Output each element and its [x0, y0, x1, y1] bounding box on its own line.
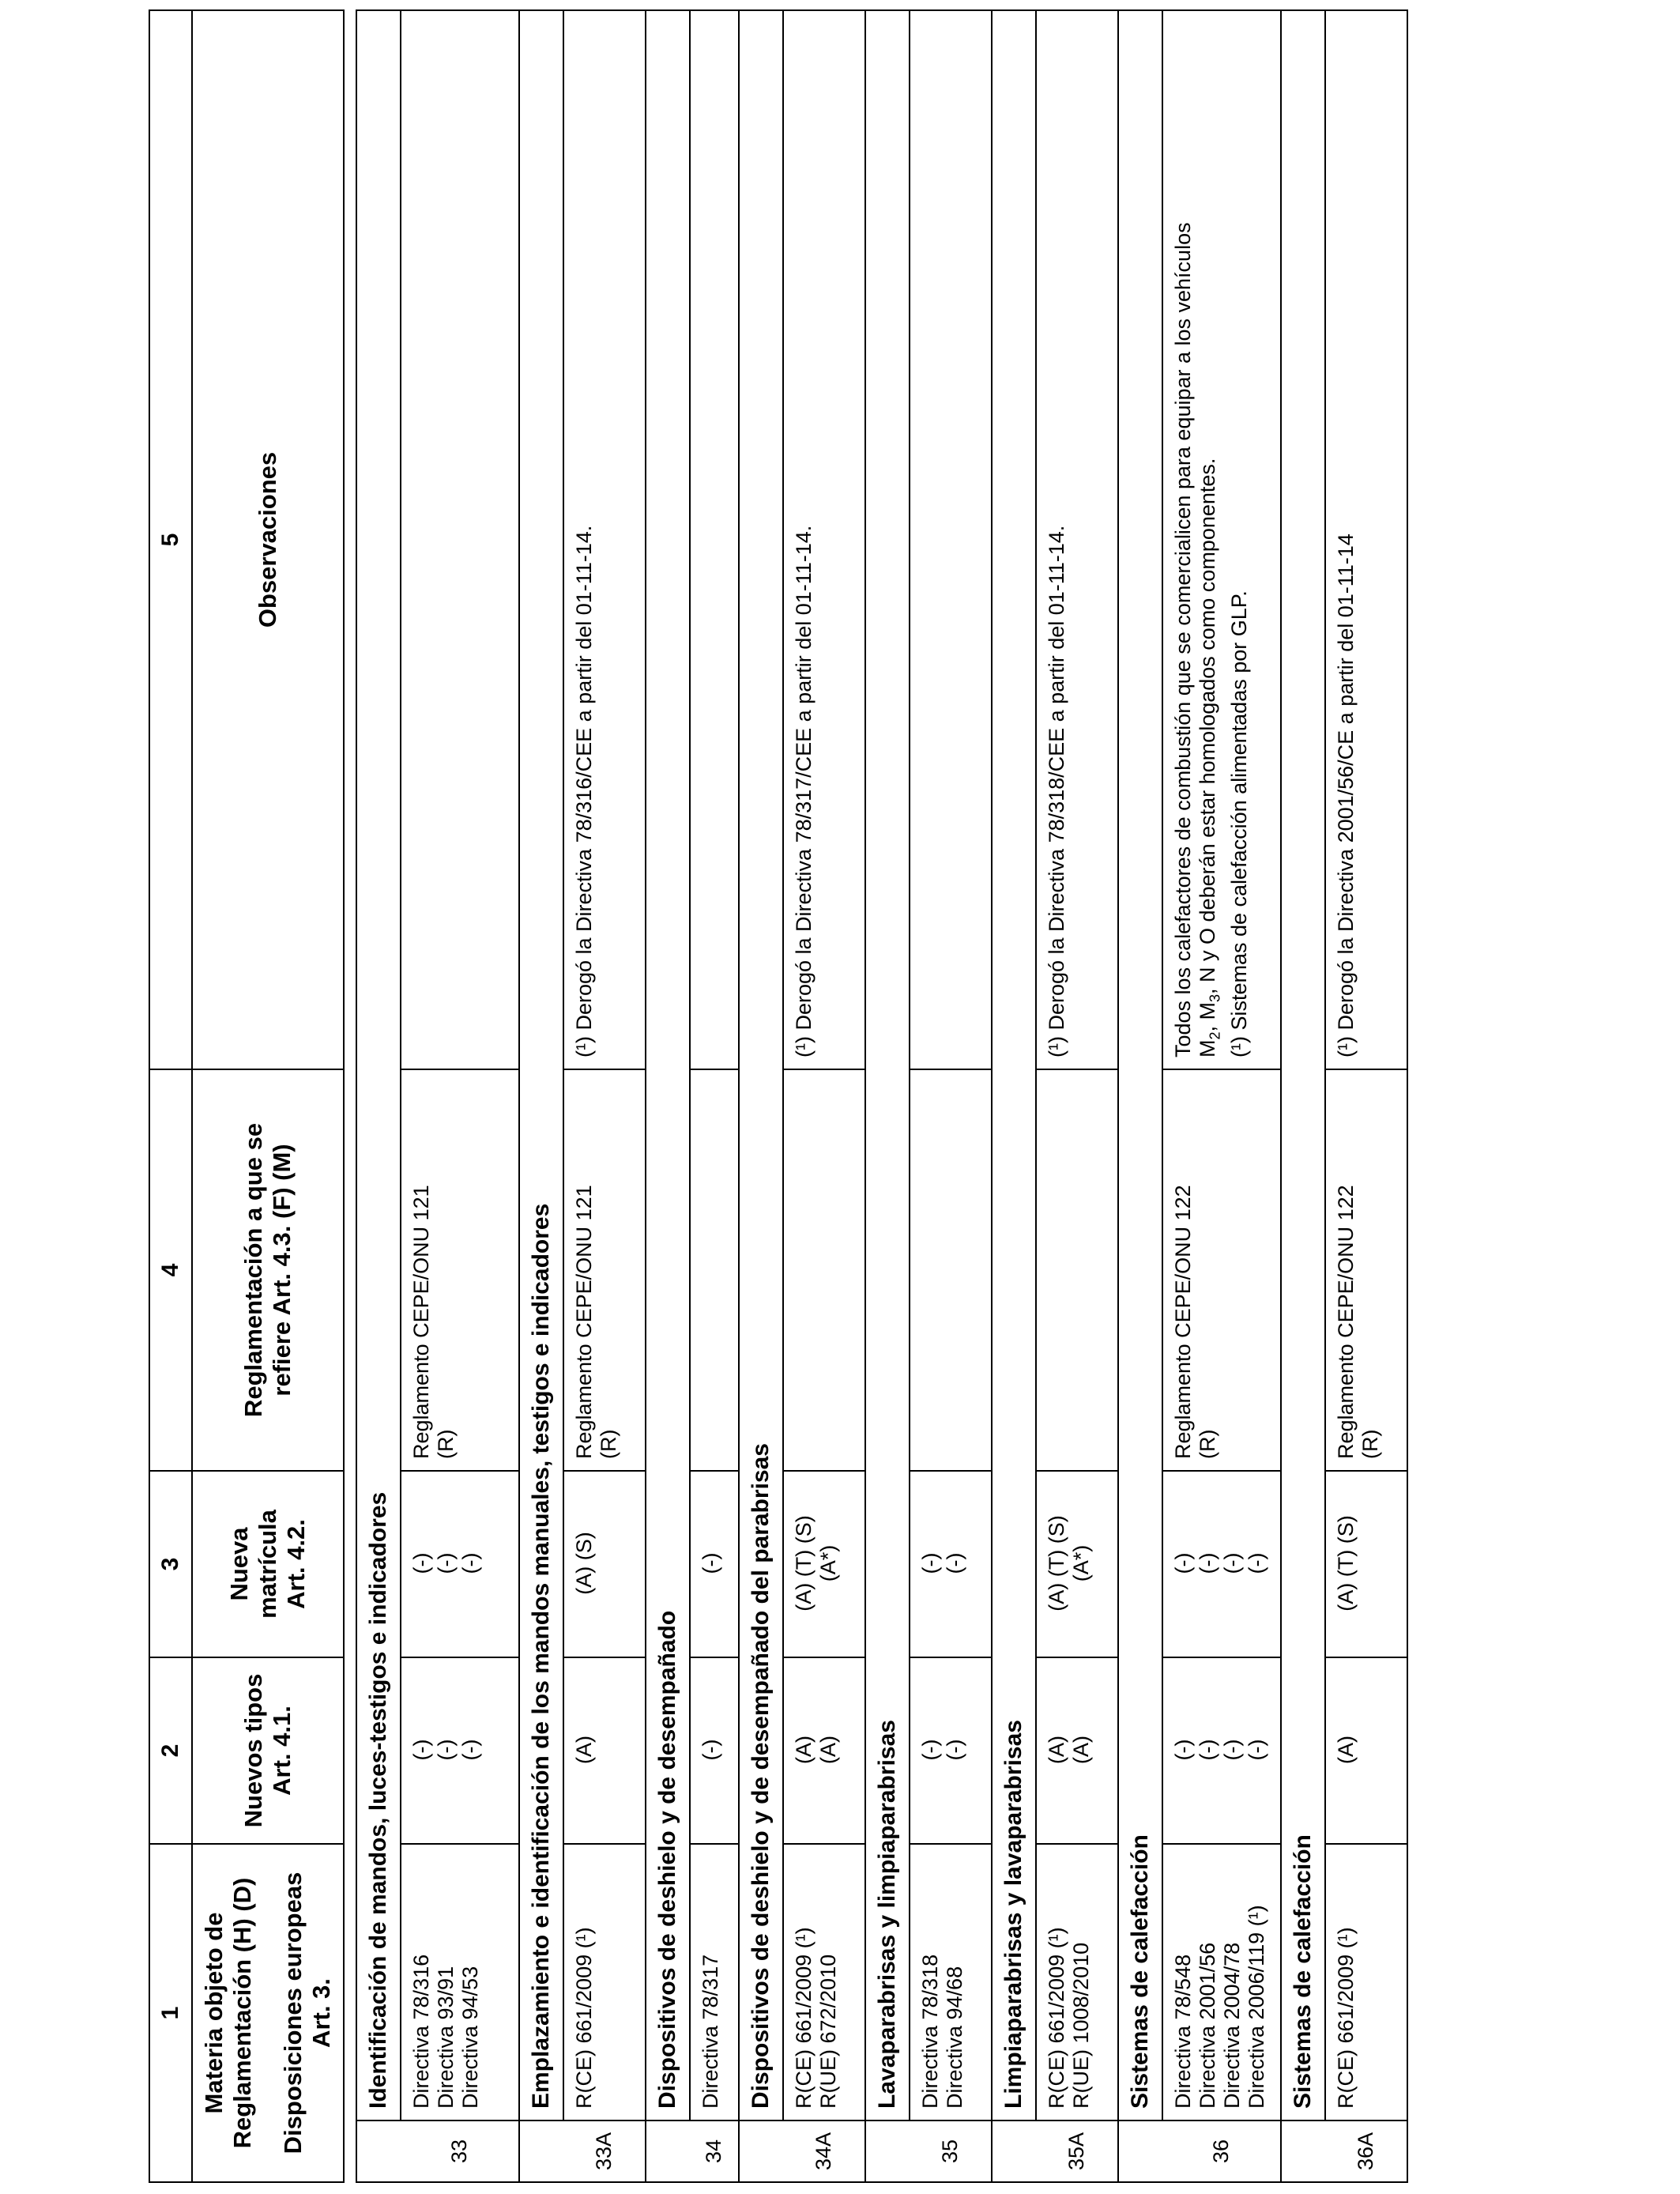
- nuevos-tipos-line: (-): [943, 1739, 966, 1761]
- col-title-1: [192, 1844, 344, 2182]
- col-title-4-line: refiere Art. 4.3. (F) (M): [268, 1144, 296, 1397]
- column-number-row: [149, 10, 192, 2182]
- nuevos-tipos-cell: [910, 1657, 992, 1844]
- disposicion-line: Directiva 94/53: [458, 1966, 482, 2109]
- nueva-matricula-line: (-): [943, 1552, 966, 1574]
- nueva-matricula-line: (-): [1196, 1552, 1219, 1574]
- disposicion-line: Directiva 78/317: [699, 1954, 722, 2109]
- disposicion-cell: [690, 1844, 739, 2120]
- disposicion-cell: [910, 1844, 992, 2120]
- section-title: Dispositivos de deshielo y de desempañado del parabrisas: [739, 10, 783, 2120]
- nuevos-tipos-line: (A): [816, 1736, 840, 1764]
- section-title: Sistemas de calefacción: [1281, 10, 1325, 2120]
- col-title-1-line: Disposiciones europeas: [279, 1872, 307, 2154]
- observacion-line: (¹) Derogó la Directiva 2001/56/CE a partir del 01-11-14: [1334, 533, 1358, 1057]
- disposicion-line: R(UE) 1008/2010: [1069, 1942, 1093, 2109]
- observacion-cell: [783, 10, 865, 1069]
- disposicion-cell: [1162, 1844, 1281, 2120]
- observacion-line: (¹) Derogó la Directiva 78/316/CEE a partir del 01-11-14.: [572, 525, 596, 1057]
- disposicion-line: Directiva 94/68: [943, 1966, 966, 2109]
- col-title-5: [192, 10, 344, 1069]
- observacion-cell: [690, 10, 739, 1069]
- observacion-line: (¹) Derogó la Directiva 78/318/CEE a partir del 01-11-14.: [1045, 525, 1068, 1057]
- observacion-cell: [563, 10, 646, 1069]
- section-title: Sistemas de calefacción: [1118, 10, 1162, 2120]
- disposicion-line: Directiva 78/548: [1171, 1954, 1195, 2109]
- section-row: [1118, 10, 1162, 2182]
- nuevos-tipos-cell: [1162, 1657, 1281, 1844]
- nuevos-tipos-cell: [1325, 1657, 1407, 1844]
- disposicion-line: R(CE) 661/2009 (¹): [1045, 1927, 1068, 2109]
- observacion-text-part: M: [1196, 1039, 1219, 1057]
- disposicion-line: Directiva 2001/56: [1196, 1942, 1219, 2109]
- disposicion-cell: [1036, 1844, 1118, 2120]
- nuevos-tipos-cell: [783, 1657, 865, 1844]
- col-title-1-line: Materia objeto de: [200, 1912, 228, 2114]
- col-title-2-line: Nuevos tipos: [239, 1673, 267, 1828]
- table-row: [690, 10, 739, 2182]
- reglamentacion-line: Reglamento CEPE/ONU 121: [409, 1185, 433, 1459]
- nueva-matricula-line: (-): [1171, 1552, 1195, 1574]
- row-number: 36A: [1325, 2120, 1407, 2182]
- reglamentacion-line: (R): [1196, 1429, 1219, 1459]
- disposicion-line: Directiva 78/318: [918, 1954, 942, 2109]
- nuevos-tipos-line: (-): [699, 1739, 722, 1761]
- reglamentacion-cell: [690, 1069, 739, 1471]
- reglamentacion-cell: [1036, 1069, 1118, 1471]
- table-row: [910, 10, 992, 2182]
- reglamentacion-cell: [910, 1069, 992, 1471]
- nueva-matricula-line: (-): [434, 1552, 458, 1574]
- col-number-3: 3: [149, 1471, 192, 1657]
- section-num-cell: [739, 2120, 783, 2182]
- nuevos-tipos-line: (-): [1220, 1739, 1244, 1761]
- nuevos-tipos-cell: [401, 1657, 519, 1844]
- section-row: [519, 10, 563, 2182]
- col-title-3-line: Art. 4.2.: [282, 1519, 310, 1609]
- table-row: [563, 10, 646, 2182]
- col-title-4: [192, 1069, 344, 1471]
- nuevos-tipos-line: (-): [409, 1739, 433, 1761]
- nueva-matricula-line: (-): [699, 1552, 722, 1574]
- section-row: [646, 10, 690, 2182]
- observacion-text-part: , M: [1196, 1001, 1219, 1032]
- nuevos-tipos-line: (A): [1045, 1736, 1068, 1764]
- observaciones-cell: [1162, 10, 1281, 1069]
- nueva-matricula-cell: [910, 1471, 992, 1657]
- section-num-cell: [356, 2120, 401, 2182]
- nueva-matricula-line: (-): [458, 1552, 482, 1574]
- table-row: [1325, 10, 1407, 2182]
- col-title-1-line: Reglamentación (H) (D): [228, 1877, 256, 2149]
- disposicion-cell: [1325, 1844, 1407, 2120]
- col-number-2: 2: [149, 1657, 192, 1844]
- row-number: 35: [910, 2120, 992, 2182]
- reglamentacion-cell: [401, 1069, 519, 1471]
- observacion-text-part: 3: [1207, 993, 1223, 1002]
- col-title-4-line: Reglamentación a que se: [239, 1122, 267, 1418]
- section-title: Dispositivos de deshielo y de desempañado: [646, 10, 690, 2120]
- col-title-2-line: Art. 4.1.: [268, 1706, 296, 1796]
- disposicion-cell: [783, 1844, 865, 2120]
- disposicion-line: Directiva 2006/119 (¹): [1245, 1905, 1268, 2109]
- nuevos-tipos-line: (-): [1196, 1739, 1219, 1761]
- row-number: 36: [1162, 2120, 1281, 2182]
- nuevos-tipos-line: (A): [572, 1736, 596, 1764]
- nuevos-tipos-line: (A): [792, 1736, 816, 1764]
- section-row: [739, 10, 783, 2182]
- row-number: 35A: [1036, 2120, 1118, 2182]
- section-num-cell: [1281, 2120, 1325, 2182]
- col-number-1: 1: [149, 1844, 192, 2182]
- col-title-5-line: Observaciones: [254, 451, 281, 628]
- section-row: [992, 10, 1036, 2182]
- reglamentacion-cell: [1325, 1069, 1407, 1471]
- nueva-matricula-line: (-): [1220, 1552, 1244, 1574]
- nuevos-tipos-cell: [1036, 1657, 1118, 1844]
- disposicion-line: R(UE) 672/2010: [816, 1954, 840, 2109]
- nueva-matricula-line: (A) (T) (S): [792, 1515, 816, 1612]
- nueva-matricula-cell: [1325, 1471, 1407, 1657]
- nueva-matricula-line: (-): [409, 1552, 433, 1574]
- reglamentacion-line: Reglamento CEPE/ONU 121: [572, 1185, 596, 1459]
- section-num-cell: [646, 2120, 690, 2182]
- section-row: [865, 10, 910, 2182]
- reglamentacion-line: (R): [597, 1429, 620, 1459]
- nueva-matricula-cell: [563, 1471, 646, 1657]
- section-title: Identificación de mandos, luces-testigos e indicadores: [356, 10, 401, 2120]
- row-number: 33A: [563, 2120, 646, 2182]
- nuevos-tipos-line: (-): [1245, 1739, 1268, 1761]
- observacion-line: Todos los calefactores de combustión que se comercialicen para equipar a los vehículos: [1171, 222, 1195, 1057]
- disposicion-line: Directiva 78/316: [409, 1954, 433, 2109]
- disposicion-line: R(CE) 661/2009 (¹): [572, 1927, 596, 2109]
- reglamentacion-cell: [1162, 1069, 1281, 1471]
- nueva-matricula-line: (A) (T) (S): [1045, 1515, 1068, 1612]
- section-row: [356, 10, 401, 2182]
- nuevos-tipos-line: (-): [918, 1739, 942, 1761]
- table-body: [149, 10, 1407, 2182]
- nueva-matricula-line: (-): [1245, 1552, 1268, 1574]
- reglamentacion-cell: [783, 1069, 865, 1471]
- nuevos-tipos-cell: [690, 1657, 739, 1844]
- nueva-matricula-cell: [1036, 1471, 1118, 1657]
- nueva-matricula-cell: [690, 1471, 739, 1657]
- nuevos-tipos-line: (-): [458, 1739, 482, 1761]
- nueva-matricula-cell: [1162, 1471, 1281, 1657]
- col-title-2: [192, 1657, 344, 1844]
- observacion-line: (¹) Sistemas de calefacción alimentadas por GLP.: [1227, 590, 1252, 1057]
- section-num-cell: [1118, 2120, 1162, 2182]
- observacion-cell: [401, 10, 519, 1069]
- reglamentacion-line: (R): [1358, 1429, 1382, 1459]
- reglamentacion-line: (R): [434, 1429, 458, 1459]
- reglamentacion-line: Reglamento CEPE/ONU 122: [1334, 1185, 1358, 1459]
- table-row: [783, 10, 865, 2182]
- nueva-matricula-line: (A) (T) (S): [1334, 1515, 1358, 1612]
- disposicion-line: Directiva 93/91: [434, 1966, 458, 2109]
- nueva-matricula-line: (A) (S): [572, 1532, 596, 1595]
- nueva-matricula-cell: [401, 1471, 519, 1657]
- reglamentacion-cell: [563, 1069, 646, 1471]
- col-title-1-line: Art. 3.: [307, 1978, 335, 2048]
- observacion-cell: [1036, 10, 1118, 1069]
- col-title-1-line: [257, 1845, 279, 2181]
- nuevos-tipos-line: (-): [1171, 1739, 1195, 1761]
- gap-cell: [344, 10, 356, 2182]
- disposicion-cell: [563, 1844, 646, 2120]
- col-title-3-line: Nueva matrícula: [225, 1510, 281, 1619]
- column-title-row: [192, 10, 344, 2182]
- reglamentacion-line: Reglamento CEPE/ONU 122: [1171, 1185, 1195, 1459]
- table-row: [401, 10, 519, 2182]
- col-number-5: 5: [149, 10, 192, 1069]
- disposicion-line: R(CE) 661/2009 (¹): [1334, 1927, 1358, 2109]
- section-num-cell: [519, 2120, 563, 2182]
- header-gap: [344, 10, 356, 2182]
- col-number-4: 4: [149, 1069, 192, 1471]
- table-row: [1036, 10, 1118, 2182]
- section-title: Lavaparabrisas y limpiaparabrisas: [865, 10, 910, 2120]
- disposicion-line: Directiva 2004/78: [1220, 1942, 1244, 2109]
- nueva-matricula-line: (A*): [816, 1544, 840, 1582]
- disposicion-cell: [401, 1844, 519, 2120]
- observacion-cell: [1325, 10, 1407, 1069]
- row-number: 34: [690, 2120, 739, 2182]
- section-num-cell: [992, 2120, 1036, 2182]
- nuevos-tipos-line: (-): [434, 1739, 458, 1761]
- nueva-matricula-cell: [783, 1471, 865, 1657]
- nuevos-tipos-line: (A): [1334, 1736, 1358, 1764]
- section-num-cell: [865, 2120, 910, 2182]
- observacion-text-part: , N y O deberán estar homologados como componentes.: [1196, 458, 1219, 994]
- observacion-cell: [910, 10, 992, 1069]
- observacion-line: [1196, 21, 1227, 1057]
- nueva-matricula-line: (-): [918, 1552, 942, 1574]
- regulation-table: [149, 9, 1408, 2183]
- observacion-line: (¹) Derogó la Directiva 78/317/CEE a partir del 01-11-14.: [792, 525, 816, 1057]
- disposicion-line: R(CE) 661/2009 (¹): [792, 1927, 816, 2109]
- nuevos-tipos-line: (A): [1069, 1736, 1093, 1764]
- table-row: [1162, 10, 1281, 2182]
- nueva-matricula-line: (A*): [1069, 1544, 1093, 1582]
- col-title-3: [192, 1471, 344, 1657]
- row-number: 33: [401, 2120, 519, 2182]
- section-title: Limpiaparabrisas y lavaparabrisas: [992, 10, 1036, 2120]
- row-number: 34A: [783, 2120, 865, 2182]
- observacion-text-part: 2: [1207, 1031, 1223, 1040]
- rotated-page: [149, 11, 1509, 2183]
- nuevos-tipos-cell: [563, 1657, 646, 1844]
- section-title: Emplazamiento e identificación de los mandos manuales, testigos e indicadores: [519, 10, 563, 2120]
- section-row: [1281, 10, 1325, 2182]
